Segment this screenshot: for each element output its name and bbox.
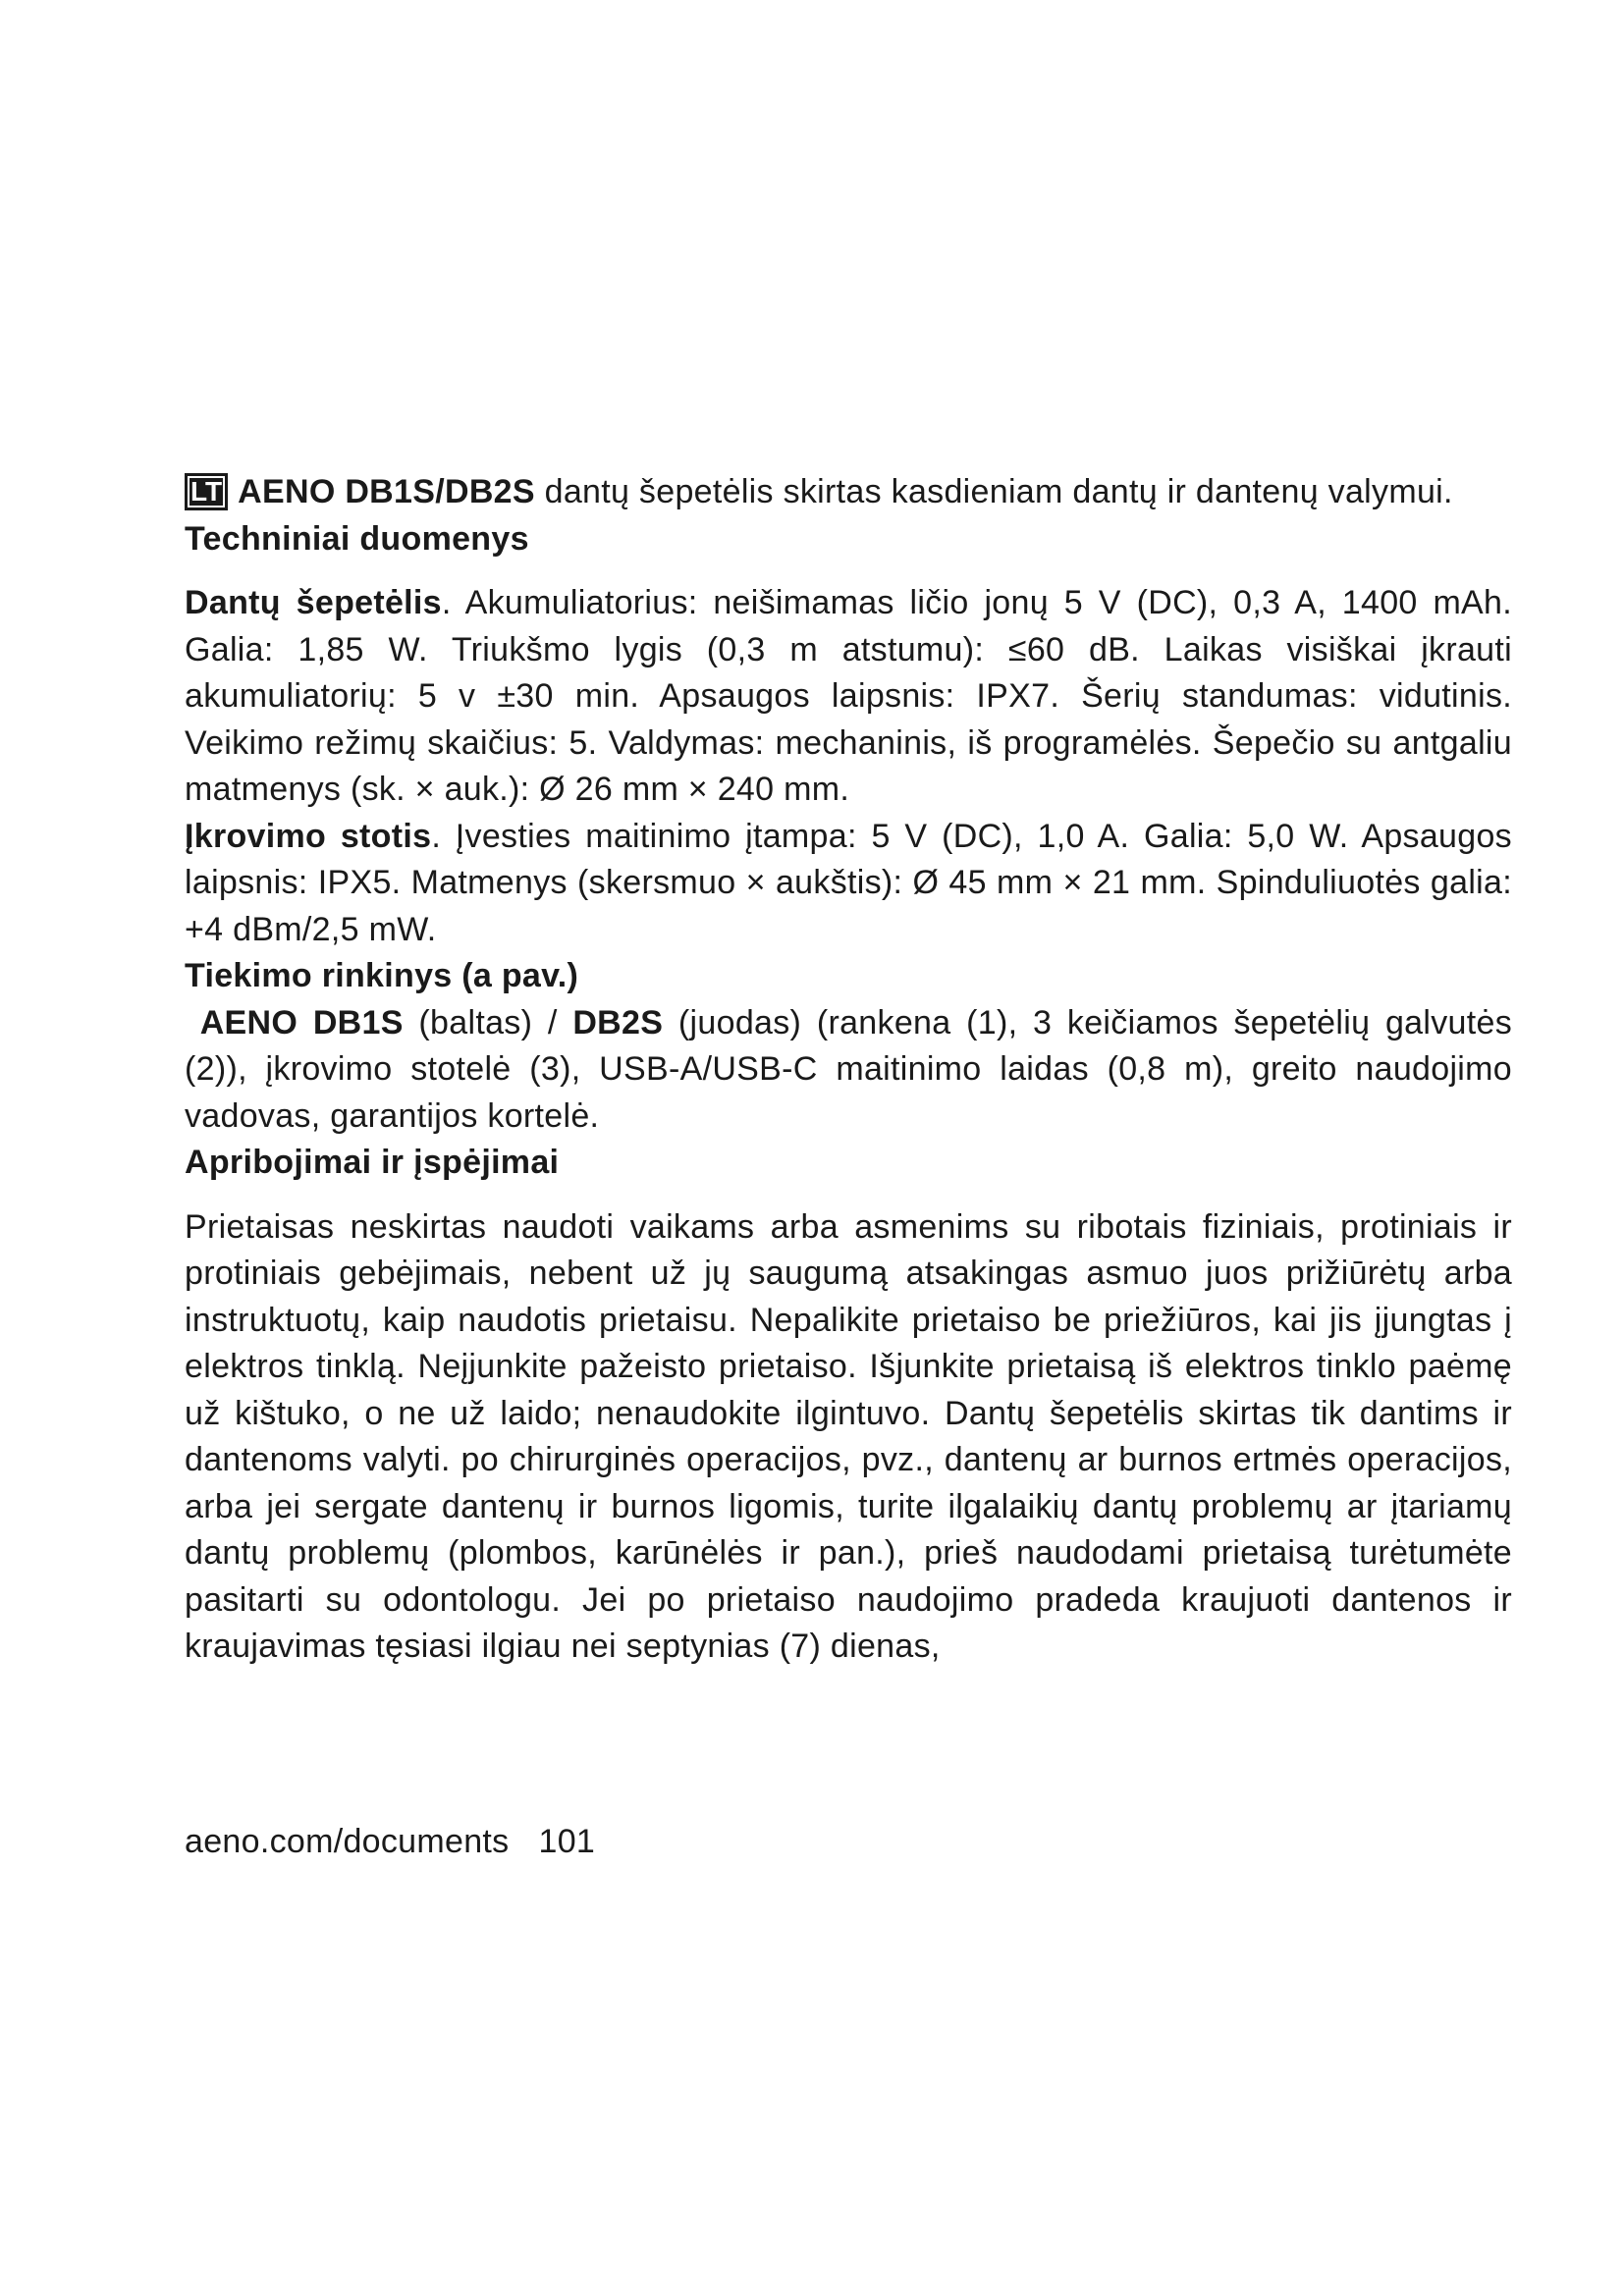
warnings-heading: Apribojimai ir įspėjimai	[185, 1144, 560, 1181]
tech-heading: Techniniai duomenys	[185, 519, 529, 558]
intro-paragraph	[185, 469, 1512, 516]
station-label: Įkrovimo stotis	[185, 817, 432, 855]
toothbrush-spec-paragraph	[185, 580, 1512, 814]
package-model-1: AENO DB1S	[199, 1003, 404, 1041]
package-model-2: DB2S	[572, 1003, 664, 1041]
page-footer	[185, 1819, 595, 1865]
package-text: (juodas) (rankena (1), 3 keičiamos šepetėlių galvutės (2)), įkrovimo stotelė (3), USB-A/USB-C maitinimo laidas (0,8 m), greito naudojimo vadovas, garantijos kortelė.	[185, 1003, 1513, 1135]
toothbrush-spec-text: . Akumuliatorius: neišimamas ličio jonų 5 V (DC), 0,3 A, 1400 mAh. Galia: 1,85 W. Triukšmo lygis (0,3 m atstumu): ≤60 dB. Laikas visiškai įkrauti akumuliatorių: 5 v ±30 min. Apsaugos laipsnis: IPX7. Šerių standumas: vidutinis. Veikimo režimų skaičius: 5. Valdymas: mechaninis, iš programėlės. Šepečio su antgaliu matmenys (sk. × auk.): Ø 26 mm × 240 mm.	[185, 584, 1512, 808]
warnings-paragraph: Prietaisas neskirtas naudoti vaikams arba asmenims su ribotais fiziniais, protiniais ir protiniais gebėjimais, nebent už jų saugumą atsakingas asmuo juos prižiūrėtų arba instruktuotų, kaip naudotis prietaisu. Nepalikite prietaiso be priežiūros, kai jis įjungtas į elektros tinklą. Neįjunkite pažeisto prietaiso. Išjunkite prietaisą iš elektros tinklo paėmę už kištuko, o ne už laido; nenaudokite ilgintuvo. Dantų šepetėlis skirtas tik dantims ir dantenoms valyti. po chirurginės operacijos, pvz., dantenų ar burnos ertmės operacijos, arba jei sergate dantenų ir burnos ligomis, turite ilgalaikių dantų problemų ar įtariamų dantų problemų (plombos, karūnėlės ir pan.), prieš naudodami prietaisą turėtumėte pasitarti su odontologu. Jei po prietaiso naudojimo pradeda kraujuoti dantenos ir kraujavimas tęsiasi ilgiau nei septynias (7) dienas,	[185, 1207, 1512, 1665]
toothbrush-label: Dantų šepetėlis	[185, 584, 442, 621]
package-paragraph	[185, 1000, 1512, 1141]
package-model-1-color: (baltas) /	[403, 1003, 573, 1041]
intro-text: dantų šepetėlis skirtas kasdieniam dantų ir dantenų valymui.	[534, 473, 1453, 510]
package-heading: Tiekimo rinkinys (a pav.)	[185, 957, 579, 994]
station-spec-text: . Įvesties maitinimo įtampa: 5 V (DC), 1,0 A. Galia: 5,0 W. Apsaugos laipsnis: IPX5. Matmenys (skersmuo × aukštis): Ø 45 mm × 21 mm. Spinduliuotės galia: +4 dBm/2,5 mW.	[185, 817, 1512, 948]
document-body	[185, 469, 1512, 1671]
page-number: 101	[538, 1823, 596, 1860]
station-spec-paragraph	[185, 814, 1512, 954]
footer-url: aeno.com/documents	[185, 1823, 510, 1860]
language-badge: LT	[185, 473, 228, 510]
product-name: AENO DB1S/DB2S	[238, 473, 535, 510]
